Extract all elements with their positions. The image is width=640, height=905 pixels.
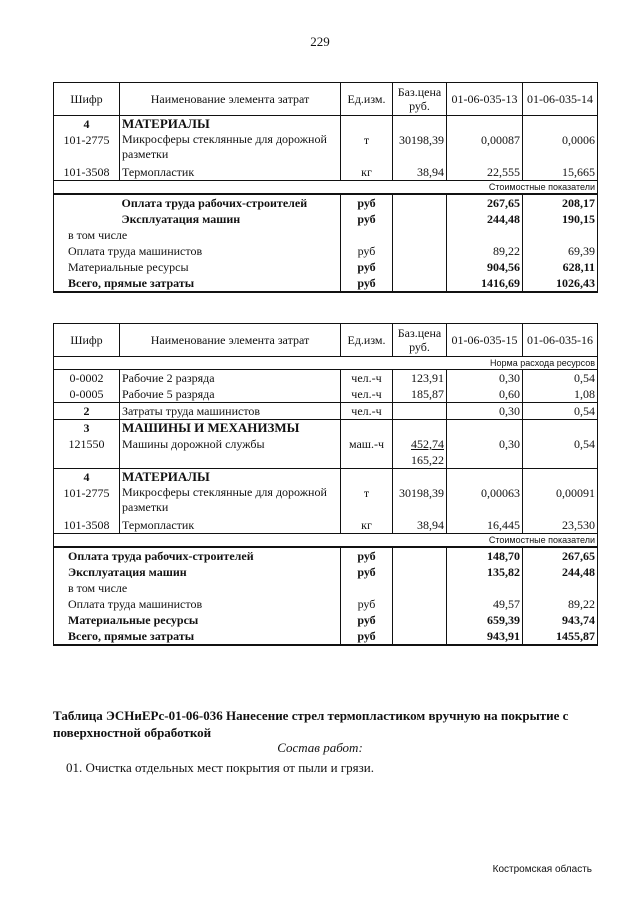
cost-value-2: 267,65 xyxy=(523,547,598,564)
cost-value-1: 244,48 xyxy=(447,211,523,227)
row-name: Затраты труда машинистов xyxy=(120,403,341,420)
cost-unit: руб xyxy=(341,628,393,645)
header-name: Наименование элемента затрат xyxy=(120,83,341,116)
header-code: Шифр xyxy=(54,83,120,116)
header-base-price: Баз.цена руб. xyxy=(393,324,447,357)
row-price: 38,94 xyxy=(393,164,447,181)
table-row xyxy=(54,403,598,420)
row-price: 30198,39 xyxy=(393,485,447,517)
header-unit: Ед.изм. xyxy=(341,83,393,116)
row-unit: маш.-ч xyxy=(341,436,393,452)
row-unit: т xyxy=(341,485,393,517)
cost-unit: руб xyxy=(341,275,393,292)
row-value-1: 0,00087 xyxy=(447,132,523,164)
row-value-1: 22,555 xyxy=(447,164,523,181)
row-unit: чел.-ч xyxy=(341,370,393,387)
row-value-1: 0,30 xyxy=(447,370,523,387)
table-row xyxy=(54,452,598,469)
cost-row xyxy=(54,596,598,612)
section-title: МАТЕРИАЛЫ xyxy=(120,469,341,486)
row-value-1: 0,60 xyxy=(447,386,523,403)
cost-row xyxy=(54,612,598,628)
table-row xyxy=(54,132,598,164)
cost-unit: руб xyxy=(341,564,393,580)
cost-value-1: 49,57 xyxy=(447,596,523,612)
table-row xyxy=(54,370,598,387)
row-code: 101-3508 xyxy=(54,517,120,534)
cost-value-1: 267,65 xyxy=(447,194,523,211)
table-row xyxy=(54,485,598,517)
row-price: 38,94 xyxy=(393,517,447,534)
cost-name: Оплата труда рабочих-строителей xyxy=(121,196,308,210)
footer-region: Костромская область xyxy=(492,864,592,875)
row-value-2: 0,54 xyxy=(523,370,598,387)
cost-unit: руб xyxy=(341,612,393,628)
cost-name: в том числе xyxy=(54,227,341,243)
cost-row xyxy=(54,580,598,596)
row-price: 185,87 xyxy=(393,386,447,403)
cost-value-1: 904,56 xyxy=(447,259,523,275)
row-name: Термопластик xyxy=(120,164,341,181)
table-caption: Таблица ЭСНиЕРс-01-06-036 Нанесение стрел термопластиком вручную на покрытие с поверхностной обработкой xyxy=(53,708,569,740)
row-unit: кг xyxy=(341,164,393,181)
cost-row xyxy=(54,259,598,275)
section-row xyxy=(54,116,598,133)
work-composition-title: Состав работ: xyxy=(277,740,363,755)
row-name: Микросферы стеклянные для дорожной разметки xyxy=(120,132,341,164)
cost-row xyxy=(54,628,598,645)
cost-note-row xyxy=(54,534,598,548)
cost-row xyxy=(54,211,598,227)
section-title: МАТЕРИАЛЫ xyxy=(120,116,341,133)
cost-row xyxy=(54,564,598,580)
cost-value-1: 1416,69 xyxy=(447,275,523,292)
page-number: 229 xyxy=(310,34,330,49)
row-name: Машины дорожной службы xyxy=(120,436,341,452)
header-unit: Ед.изм. xyxy=(341,324,393,357)
row-value-1: 0,30 xyxy=(447,436,523,452)
section-number: 3 xyxy=(54,420,120,437)
row-value-1: 16,445 xyxy=(447,517,523,534)
section-title: МАШИНЫ И МЕХАНИЗМЫ xyxy=(120,420,341,437)
row-unit: чел.-ч xyxy=(341,403,393,420)
cost-unit: руб xyxy=(341,211,393,227)
cost-name: Оплата труда рабочих-строителей xyxy=(54,547,341,564)
row-code: 101-3508 xyxy=(54,164,120,181)
row-value-2: 1,08 xyxy=(523,386,598,403)
row-value-2: 0,00091 xyxy=(523,485,598,517)
resource-table-2 xyxy=(53,323,598,646)
cost-value-1: 89,22 xyxy=(447,243,523,259)
cost-value-2: 69,39 xyxy=(523,243,598,259)
row-price: 123,91 xyxy=(393,370,447,387)
cost-row xyxy=(54,547,598,564)
row-name: Микросферы стеклянные для дорожной разметки xyxy=(120,485,341,517)
table-row xyxy=(54,164,598,181)
row-value-2: 23,530 xyxy=(523,517,598,534)
cost-value-2: 244,48 xyxy=(523,564,598,580)
section-row xyxy=(54,469,598,486)
work-item: 01. Очистка отдельных мест покрытия от пыли и грязи. xyxy=(66,760,374,775)
cost-unit: руб xyxy=(341,259,393,275)
cost-value-2: 190,15 xyxy=(523,211,598,227)
cost-unit: руб xyxy=(341,243,393,259)
row-value-2: 15,665 xyxy=(523,164,598,181)
header-col1: 01-06-035-15 xyxy=(447,324,523,357)
cost-name: Оплата труда машинистов xyxy=(54,596,341,612)
row-value-2: 0,0006 xyxy=(523,132,598,164)
cost-row xyxy=(54,194,598,211)
cost-value-1: 135,82 xyxy=(447,564,523,580)
cost-name: в том числе xyxy=(54,580,341,596)
cost-row xyxy=(54,227,598,243)
row-unit: чел.-ч xyxy=(341,386,393,403)
row-value-1: 0,00063 xyxy=(447,485,523,517)
section-row xyxy=(54,420,598,437)
cost-unit: руб xyxy=(341,194,393,211)
table-row xyxy=(54,436,598,452)
row-name: Термопластик xyxy=(120,517,341,534)
row-code: 101-2775 xyxy=(54,485,120,517)
row-code: 0-0005 xyxy=(54,386,120,403)
header-col2: 01-06-035-14 xyxy=(523,83,598,116)
table-header xyxy=(54,83,598,116)
cost-note: Стоимостные показатели xyxy=(54,534,598,548)
norm-note-row xyxy=(54,357,598,370)
cost-name: Материальные ресурсы xyxy=(54,259,341,275)
row-price: 452,74 xyxy=(393,436,447,452)
header-code: Шифр xyxy=(54,324,120,357)
cost-value-2: 208,17 xyxy=(523,194,598,211)
section-number: 4 xyxy=(54,469,120,486)
cost-value-1: 943,91 xyxy=(447,628,523,645)
cost-value-2: 1026,43 xyxy=(523,275,598,292)
section-number: 4 xyxy=(54,116,120,133)
cost-note-row xyxy=(54,181,598,195)
header-col2: 01-06-035-16 xyxy=(523,324,598,357)
row-unit: кг xyxy=(341,517,393,534)
cost-name: Материальные ресурсы xyxy=(54,612,341,628)
cost-value-2: 628,11 xyxy=(523,259,598,275)
row-unit: т xyxy=(341,132,393,164)
row-value-1: 0,30 xyxy=(447,403,523,420)
cost-row xyxy=(54,275,598,292)
cost-row xyxy=(54,243,598,259)
resource-table-1 xyxy=(53,82,598,293)
row-value-2: 0,54 xyxy=(523,403,598,420)
cost-value-1: 148,70 xyxy=(447,547,523,564)
row-name: Рабочие 5 разряда xyxy=(120,386,341,403)
cost-name: Всего, прямые затраты xyxy=(54,275,341,292)
header-base-price: Баз.цена руб. xyxy=(393,83,447,116)
cost-value-2: 943,74 xyxy=(523,612,598,628)
row-price: 30198,39 xyxy=(393,132,447,164)
cost-value-2: 1455,87 xyxy=(523,628,598,645)
row-code: 101-2775 xyxy=(54,132,120,164)
cost-value-1: 659,39 xyxy=(447,612,523,628)
table-row xyxy=(54,386,598,403)
header-name: Наименование элемента затрат xyxy=(120,324,341,357)
cost-name: Всего, прямые затраты xyxy=(54,628,341,645)
cost-value-2: 89,22 xyxy=(523,596,598,612)
row-price-2: 165,22 xyxy=(393,452,447,469)
table-header xyxy=(54,324,598,357)
table-row xyxy=(54,517,598,534)
row-value-2: 0,54 xyxy=(523,436,598,452)
row-code: 2 xyxy=(54,403,120,420)
row-name: Рабочие 2 разряда xyxy=(120,370,341,387)
cost-note: Стоимостные показатели xyxy=(54,181,598,195)
row-code: 121550 xyxy=(54,436,120,452)
cost-name: Оплата труда машинистов xyxy=(54,243,341,259)
cost-name: Эксплуатация машин xyxy=(121,212,241,226)
row-code: 0-0002 xyxy=(54,370,120,387)
cost-name: Эксплуатация машин xyxy=(54,564,341,580)
norm-note: Норма расхода ресурсов xyxy=(54,357,598,370)
cost-unit: руб xyxy=(341,547,393,564)
header-col1: 01-06-035-13 xyxy=(447,83,523,116)
cost-unit: руб xyxy=(341,596,393,612)
